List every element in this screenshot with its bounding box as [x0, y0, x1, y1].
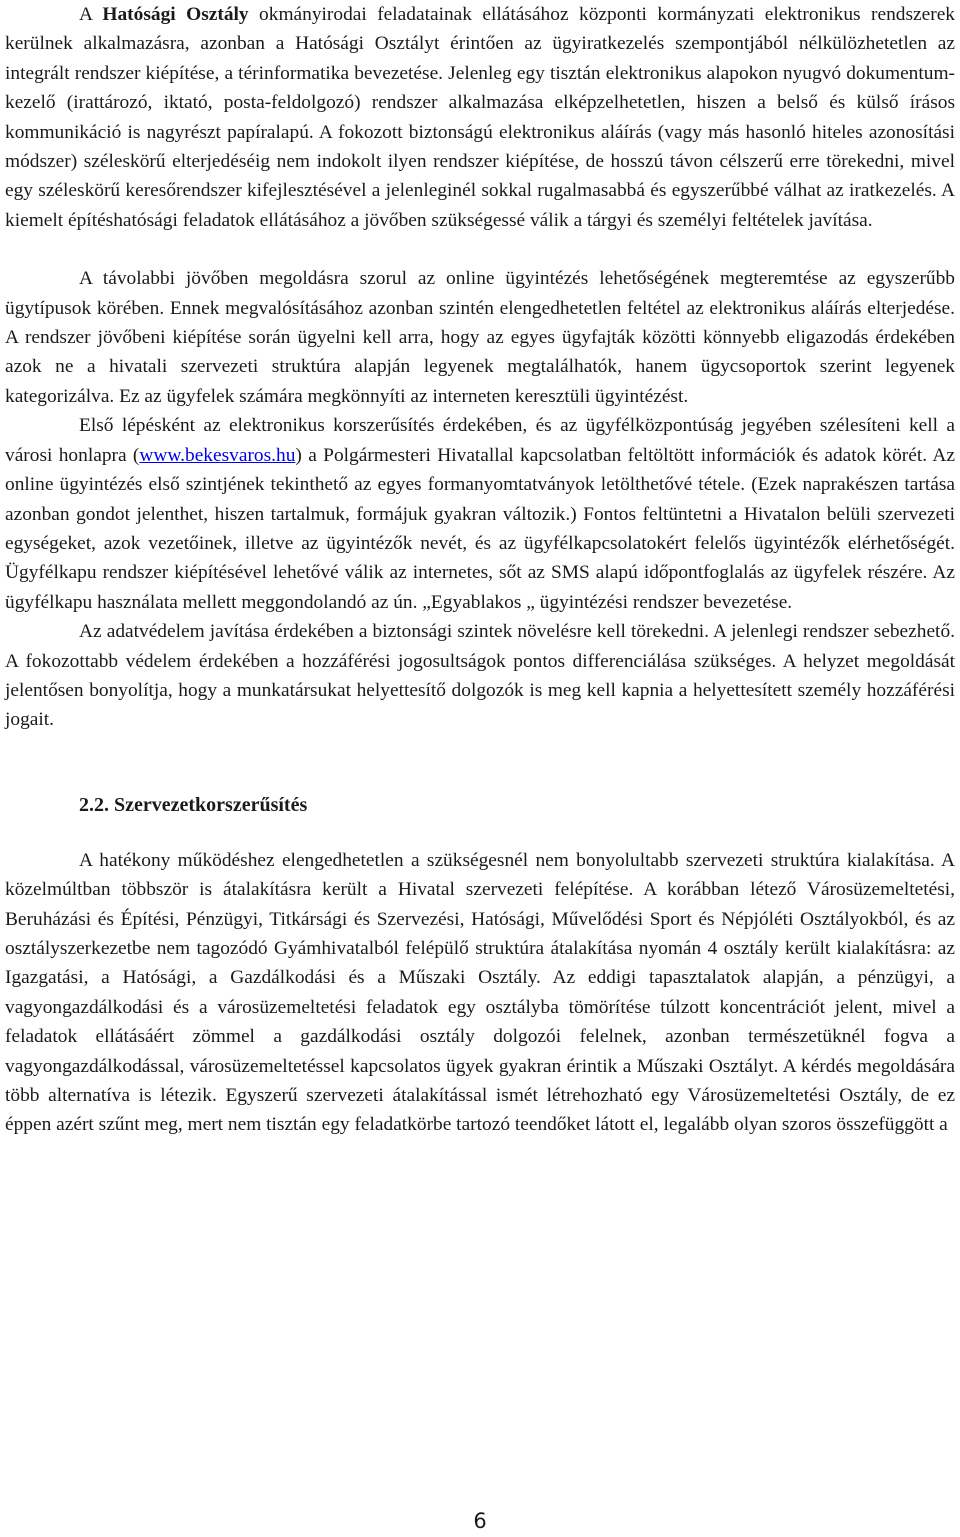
section-title: Szervezetkorszerűsítés: [114, 793, 308, 816]
paragraph-online-ugyintezes: A távolabbi jövőben megoldásra szorul az online ügyintézés lehetőségének megteremtése az egyszerűbb ügytípusok körében. Ennek megvalósításához azonban szintén elengedhetetlen feltétel az elektronikus aláírás elterjedése. A rendszer jövőbeni kiépítése során ügyelni kell arra, hogy az egyes ügyfajták közötti könnyebb eligazodás érdekében azok ne a hivatali szervezeti struktúra alapján legyenek megtalálhatók, hanem ügycsoportok szerint legyenek kategorizálva. Ez az ügyfelek számára megkönnyíti az interneten keresztüli ügyintézést.: [5, 268, 955, 407]
paragraph-hatosagi-osztaly: [5, 0, 955, 235]
section-number: 2.2.: [79, 793, 109, 816]
paragraph-text-after-link: ) a Polgármesteri Hivatallal kapcsolatban feltöltött információk és adatok körét. Az online ügyintézés első szintjének tekinthető az egyes formanyomtatványok letölthetővé tétele. (Ezek naprakészen tartása azonban gondot jelenthet, hiszen tartalmuk, formájuk gyakran változik.) Fontos feltüntetni a Hivatalon belüli szervezeti egységeket, azok vezetőinek, illetve az ügyintézők nevét, és az ügyfélkapcsolatokért felelős ügyintézők elérhetőségét. Ügyfélkapu rendszer kiépítésével lehetővé válik az internetes, sőt az SMS alapú időpontfoglalás az ügyfelek részére. Az ügyfélkapu használata mellett meggondolandó az ún. „Egyablakos „ ügyintézési rendszer bevezetése.: [5, 444, 956, 613]
page-number: 6: [473, 1509, 487, 1533]
section-heading: [5, 791, 955, 820]
paragraph-szervezeti-struktura: A hatékony működéshez elengedhetetlen a szükségesnél nem bonyolultabb szervezeti struktúra kialakítása. A közelmúltban többször is átalakításra került a Hivatal szervezeti felépítése. A korábban létező Városüzemeltetési, Beruházási és Építési, Pénzügyi, Titkársági és Szervezési, Hatósági, Művelődési Sport és Népjóléti Osztályokból, és az osztályszerkezetbe nem tagozódó Gyámhivatalból felépülő struktúra átalakítása nyomán 4 osztály került kialakításra: az Igazgatási, a Hatósági, a Gazdálkodási és a Műszaki Osztály. Az eddigi tapasztalatok alapján, a pénzügyi, a vagyongazdálkodási és a városüzemeltetési feladatok egy osztályba tömörítése túlzott koncentrációt jelent, mivel a feladatok ellátásáért zömmel a gazdálkodási osztály dolgozói felelnek, azonban természetüknél fogva a vagyongazdálkodással, városüzemeltetéssel kapcsolatos ügyek gyakran érintik a Műszaki Osztályt. A kérdés megoldására több alternatíva is létezik. Egyszerű szervezeti átalakítással ismét létrehozható egy Városüzemeltetési Osztály, de ez éppen azért szűnt meg, mert nem tisztán egy feladatkörbe tartozó teendőket látott el, legalább olyan szoros összefüggött a: [5, 849, 955, 1136]
document-page: [5, 0, 955, 1140]
bold-term: Hatósági Osztály: [102, 4, 249, 25]
paragraph-intro: A: [79, 4, 103, 25]
website-link[interactable]: www.bekesvaros.hu: [139, 444, 296, 466]
paragraph-adatvedelem: Az adatvédelem javítása érdekében a biztonsági szintek növelésre kell törekedni. A jelenlegi rendszer sebezhető. A fokozottabb védelem érdekében a hozzáférési jogosultságok pontos differenciálása szükséges. A helyzet megoldását jelentősen bonyolítja, hogy a munkatársukat helyettesítő dolgozók is meg kell kapnia a helyettesített személy hozzáférési jogait.: [5, 621, 955, 731]
paragraph-text-before-link: Első lépésként az elektronikus korszerűsítés érdekében, és az ügyfélközpontúság jegyében szélesíteni kell a városi honlapra (: [5, 415, 955, 466]
paragraph-elso-lepes: [5, 411, 955, 617]
paragraph-body: okmányirodai feladatainak ellátásához központi kormányzati elektronikus rendszerek kerülnek alkalmazásra, azonban a Hatósági Osztályt érintően az ügyiratkezelés szempontjából nélkülözhetetlen az integrált rendszer kiépítése, a térinformatika bevezetése. Jelenleg egy tisztán elektronikus alapokon nyugvó dokumentum-kezelő (irattározó, iktató, posta-feldolgozó) rendszer alkalmazása elképzelhetetlen, hiszen a belső és külső írásos kommunikáció is nagyrészt papíralapú. A fokozott biztonságú elektronikus aláírás (vagy más hasonló hiteles azonosítási módszer) széleskörű elterjedéséig nem indokolt ilyen rendszer kiépítése, de hosszú távon célszerű erre törekedni, mivel egy széleskörű keresőrendszer kifejlesztésével a jelenleginél sokkal rugalmasabbá és egyszerűbbé válhat az iratkezelés. A kiemelt építéshatósági feladatok ellátásához a jövőben szükségessé válik a tárgyi és személyi feltételek javítása.: [5, 4, 955, 231]
